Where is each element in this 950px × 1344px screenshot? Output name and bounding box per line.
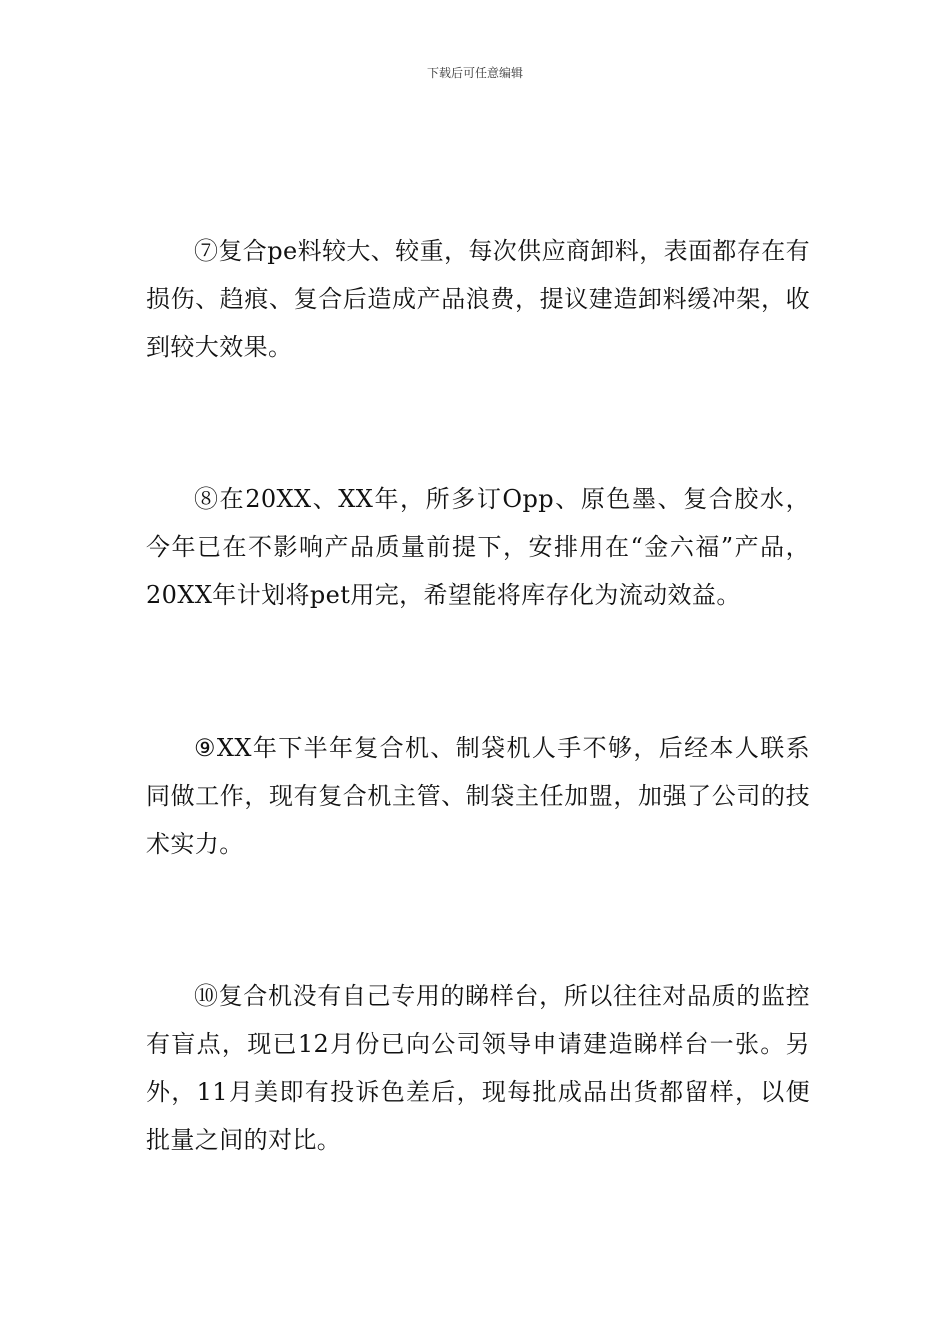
paragraph-item-9: ⑨XX年下半年复合机、制袋机人手不够，后经本人联系同做工作，现有复合机主管、制袋主任加盟，加强了公司的技术实力。 — [146, 734, 810, 858]
paragraph-item-10: ⑩复合机没有自己专用的睇样台，所以往往对品质的监控有盲点，现已12月份已向公司领导申请建造睇样台一张。另外，11月美即有投诉色差后，现每批成品出货都留样，以便批量之间的对比。 — [146, 982, 810, 1154]
page-header: 下载后可任意编辑 — [426, 66, 523, 80]
paragraph-item-7: ⑦复合pe料较大、较重，每次供应商卸料，表面都存在有损伤、趋痕、复合后造成产品浪费，提议建造卸料缓冲架，收到较大效果。 — [146, 237, 810, 361]
paragraph-item-8: ⑧在20XX、XX年，所多订Opp、原色墨、复合胶水，今年已在不影响产品质量前提下，安排用在“金六福”产品，20XX年计划将pet用完，希望能将库存化为流动效益。 — [146, 485, 810, 609]
